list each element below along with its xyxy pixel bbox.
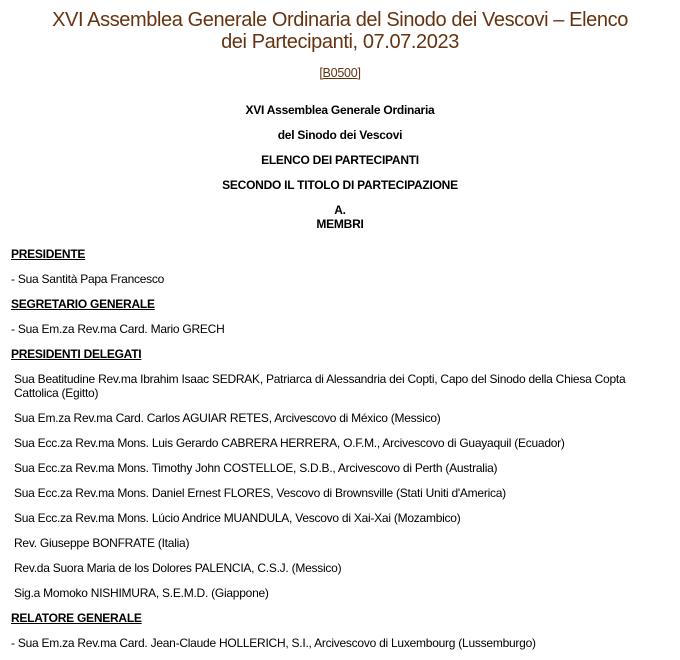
section-heading: SEGRETARIO GENERALE <box>11 297 155 311</box>
list-item: Rev.da Suora Maria de los Dolores PALENCIA, C.S.J. (Messico) <box>14 561 342 575</box>
header-line: ELENCO DEI PARTECIPANTI <box>261 153 419 167</box>
list-item: Sua Ecc.za Rev.ma Mons. Lúcio Andrice MUANDULA, Vescovo di Xai-Xai (Mozambico) <box>14 511 461 525</box>
header-line: XVI Assemblea Generale Ordinaria <box>245 103 435 117</box>
header-line: del Sinodo dei Vescovi <box>277 128 403 142</box>
section-heading: RELATORE GENERALE <box>11 611 142 625</box>
participants-list <box>0 247 680 650</box>
list-item: Rev. Giuseppe BONFRATE (Italia) <box>14 536 190 550</box>
list-item: - Sua Em.za Rev.ma Card. Mario GRECH <box>11 322 225 336</box>
list-item: Sua Beatitudine Rev.ma Ibrahim Isaac SEDRAK, Patriarca di Alessandria dei Copti, Capo del Sinodo della Chiesa Copta Cattolica (Egitto) <box>14 372 626 400</box>
reference: [B0500] <box>319 66 361 80</box>
list-item: Sua Em.za Rev.ma Card. Carlos AGUIAR RETES, Arcivescovo di México (Messico) <box>14 411 441 425</box>
list-item: Sig.a Momoko NISHIMURA, S.E.M.D. (Giappone) <box>14 586 269 600</box>
list-item: - Sua Santità Papa Francesco <box>11 272 165 286</box>
list-item: Sua Ecc.za Rev.ma Mons. Daniel Ernest FLORES, Vescovo di Brownsville (Stati Uniti d'America) <box>14 486 506 500</box>
section-heading: PRESIDENTE <box>11 247 86 261</box>
section-heading: PRESIDENTI DELEGATI <box>11 347 142 361</box>
list-item: - Sua Em.za Rev.ma Card. Jean-Claude HOLLERICH, S.I., Arcivescovo di Luxembourg (Lussemburgo) <box>11 636 536 650</box>
header-line: SECONDO IL TITOLO DI PARTECIPAZIONE <box>222 178 458 192</box>
page-title: XVI Assemblea Generale Ordinaria del Sinodo dei Vescovi – Elenco dei Partecipanti, 07.07.2023 <box>52 9 628 53</box>
list-item: Sua Ecc.za Rev.ma Mons. Luis Gerardo CABRERA HERRERA, O.F.M., Arcivescovo di Guayaquil (Ecuador) <box>14 436 565 450</box>
list-item: Sua Ecc.za Rev.ma Mons. Timothy John COSTELLOE, S.D.B., Arcivescovo di Perth (Australia) <box>14 461 498 475</box>
section-name: MEMBRI <box>316 217 364 231</box>
reference-link[interactable]: B0500 <box>322 66 358 80</box>
section-letter: A. <box>334 203 346 217</box>
